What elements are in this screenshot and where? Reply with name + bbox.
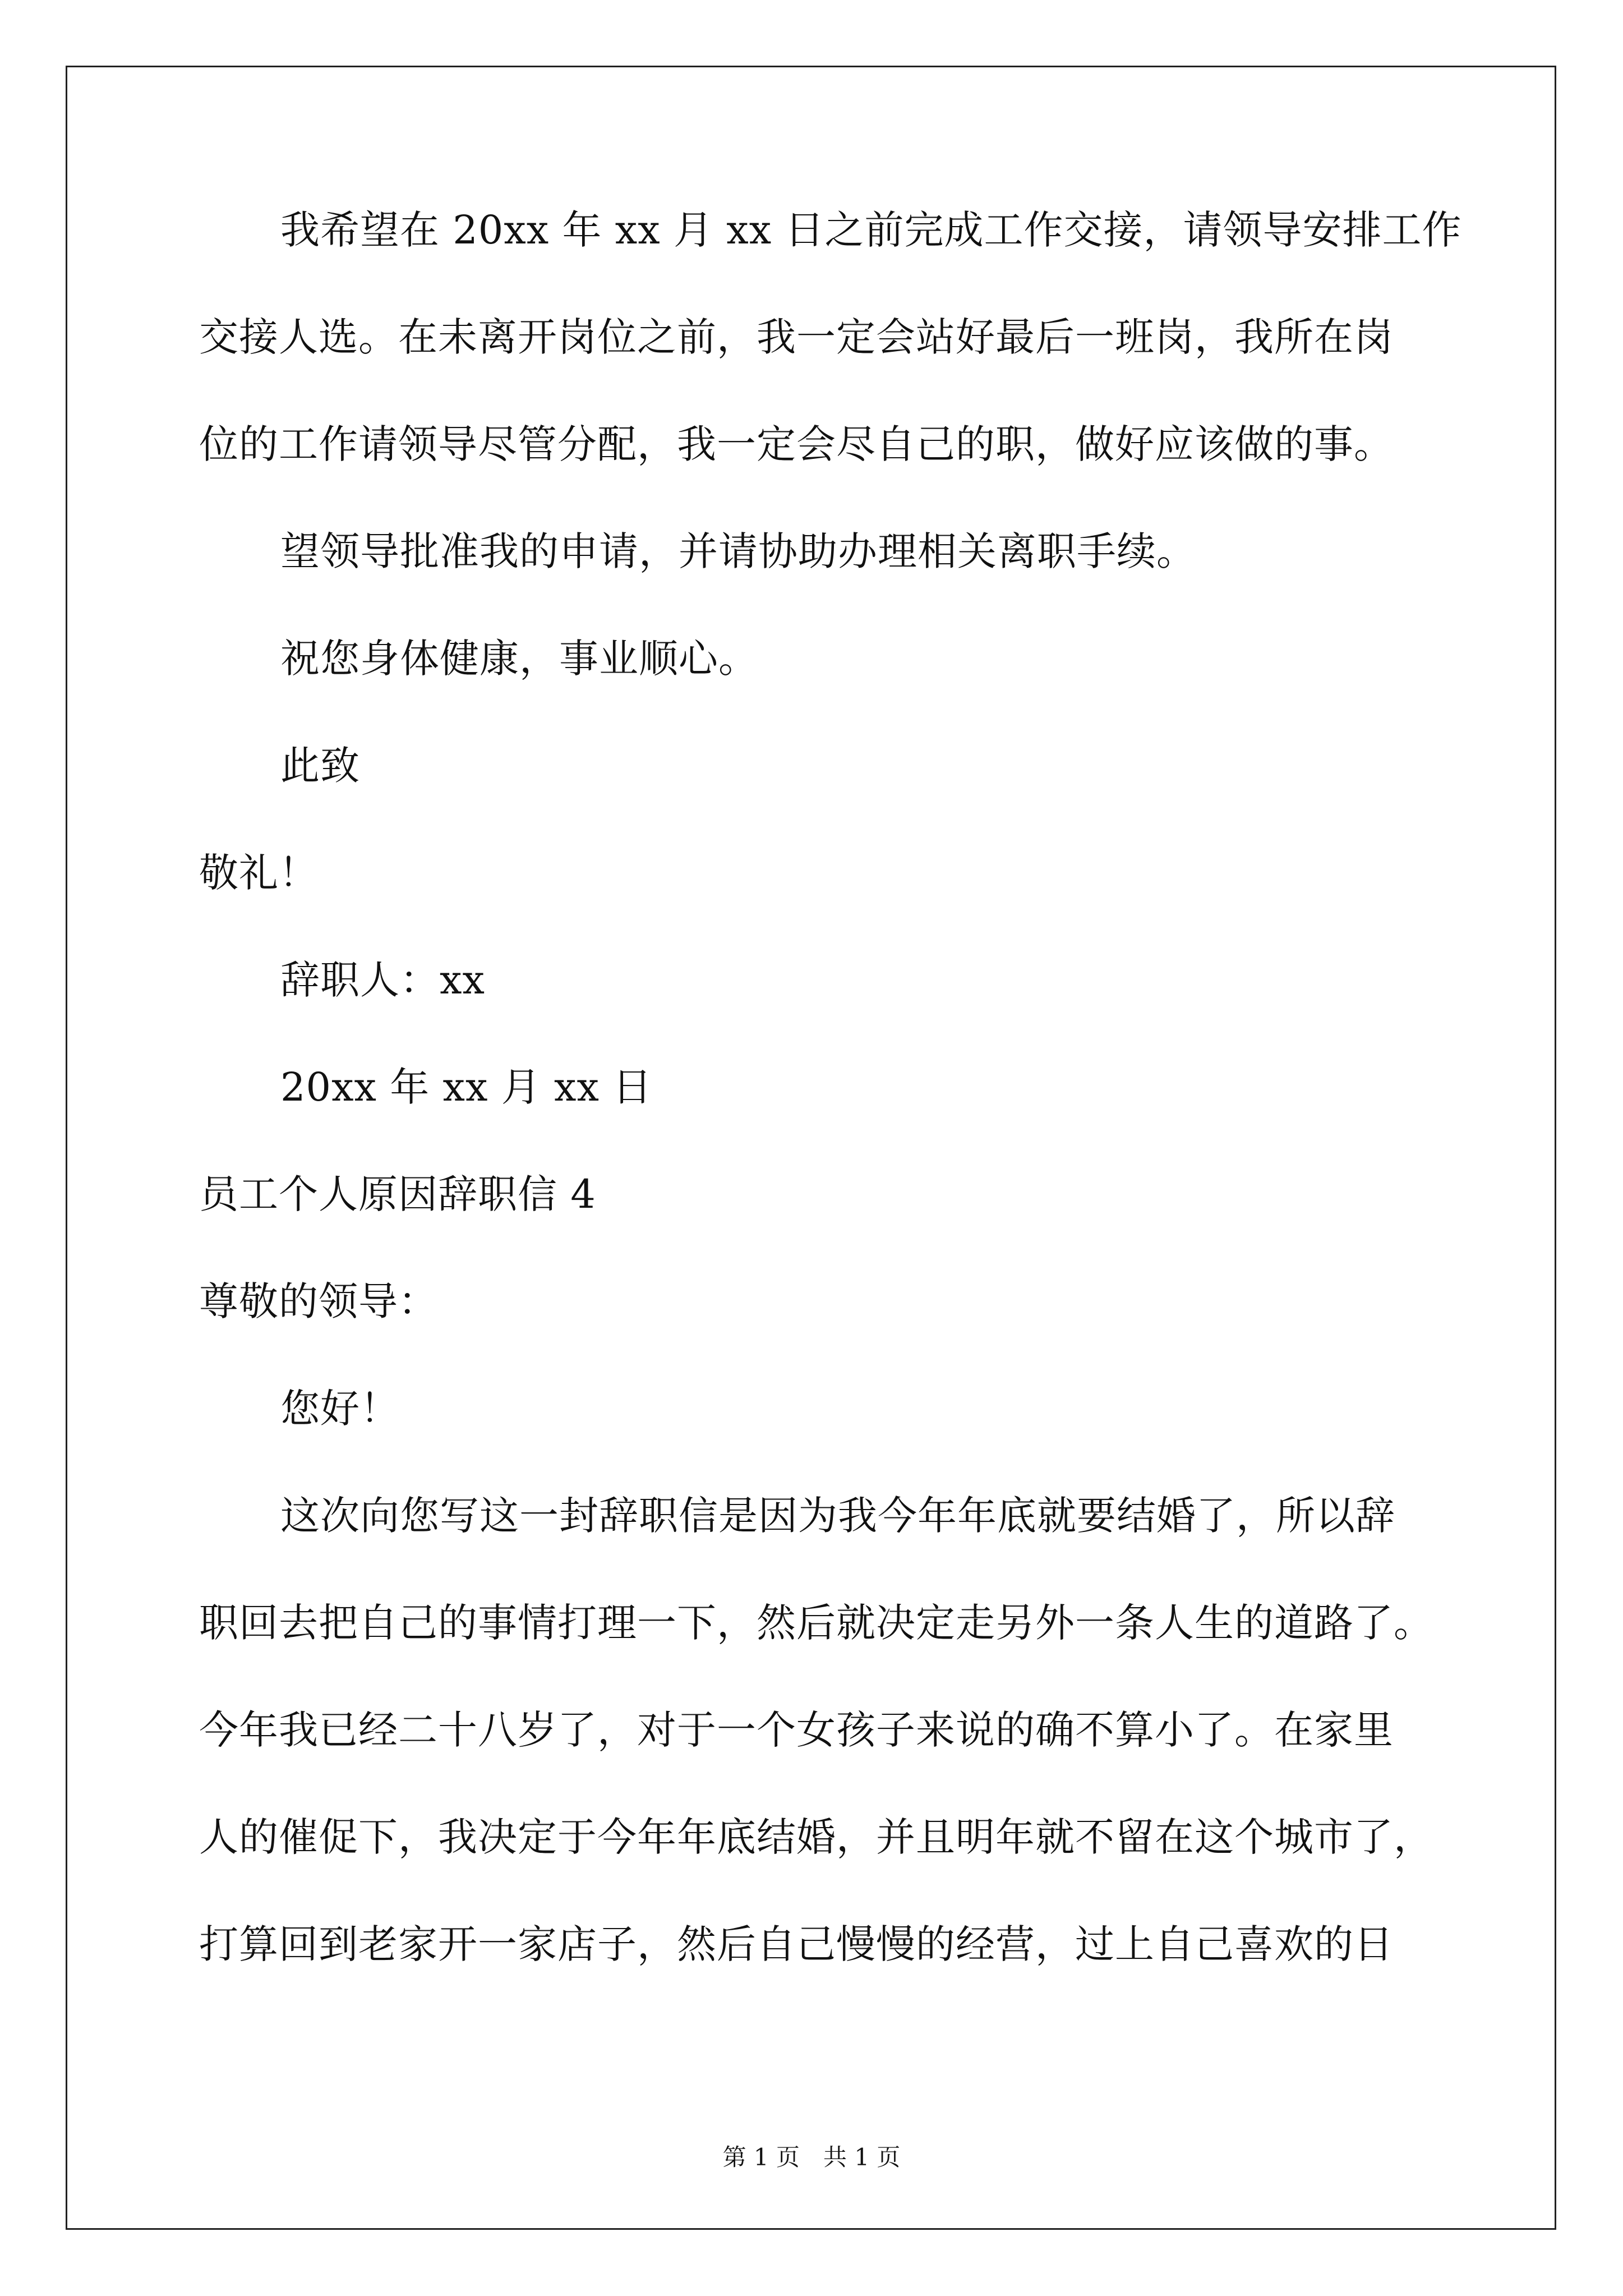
page-border (66, 66, 1556, 2230)
page-footer: 第 1 页 共 1 页 (722, 2143, 901, 2171)
